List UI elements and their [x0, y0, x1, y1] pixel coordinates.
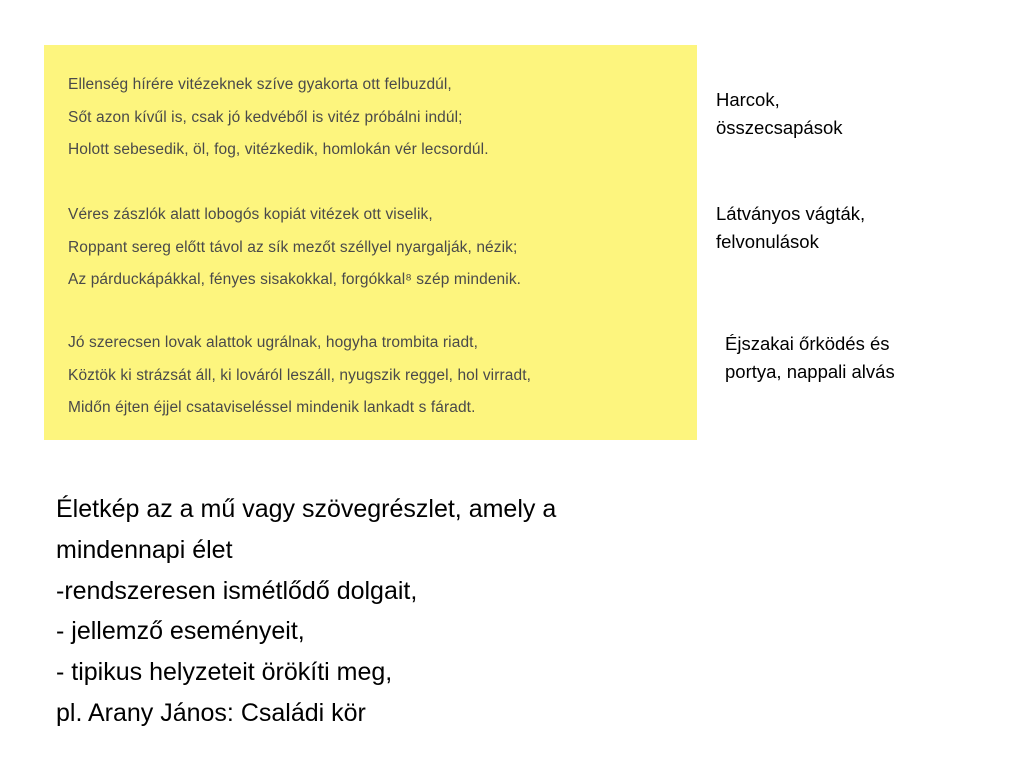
poem-excerpt-box: [44, 45, 697, 440]
stanza-note-battles: [716, 86, 842, 142]
poem-line: Ellenség hírére vitézeknek szíve gyakorta ott felbuzdúl,: [68, 76, 452, 93]
definition-line: - tipikus helyzeteit örökíti meg,: [56, 658, 393, 687]
poem-stanza-2: [68, 199, 693, 297]
genre-definition: [56, 489, 736, 734]
poem-line: Holott sebesedik, öl, fog, vitézkedik, homlokán vér lecsordúl.: [68, 141, 489, 158]
definition-line: - jellemző eseményeit,: [56, 617, 305, 646]
note-line: Harcok,: [716, 89, 780, 110]
definition-line: -rendszeresen ismétlődő dolgait,: [56, 576, 418, 605]
poem-line: Köztök ki strázsát áll, ki lováról leszáll, nyugszik reggel, hol virradt,: [68, 366, 532, 384]
note-line: felvonulások: [716, 231, 819, 252]
note-line: Éjszakai őrködés és: [725, 333, 890, 354]
poem-stanza-1: [68, 69, 693, 167]
poem-line: Sőt azon kívűl is, csak jó kedvéből is vitéz próbálni indúl;: [68, 108, 463, 126]
poem-line: Jó szerecsen lovak alattok ugrálnak, hogyha trombita riadt,: [68, 334, 478, 351]
poem-stanza-3: [68, 327, 693, 425]
stanza-note-night-watch: [725, 330, 895, 386]
poem-line: Az párduckápákkal, fényes sisakokkal, forgókkal⁸ szép mindenik.: [68, 271, 522, 288]
poem-line: Midőn éjten éjjel csataviseléssel mindenik lankadt s fáradt.: [68, 399, 476, 416]
stanza-note-parades: [716, 200, 865, 256]
definition-line: mindennapi élet: [56, 535, 233, 564]
note-line: összecsapások: [716, 117, 843, 138]
note-line: Látványos vágták,: [716, 203, 866, 224]
poem-line: Roppant sereg előtt távol az sík mezőt széllyel nyargalják, nézik;: [68, 238, 518, 256]
definition-line: Életkép az a mű vagy szövegrészlet, amely a: [56, 495, 557, 523]
definition-line: pl. Arany János: Családi kör: [56, 698, 366, 727]
note-line: portya, nappali alvás: [725, 361, 895, 382]
poem-line: Véres zászlók alatt lobogós kopiát vitézek ott viselik,: [68, 206, 433, 223]
